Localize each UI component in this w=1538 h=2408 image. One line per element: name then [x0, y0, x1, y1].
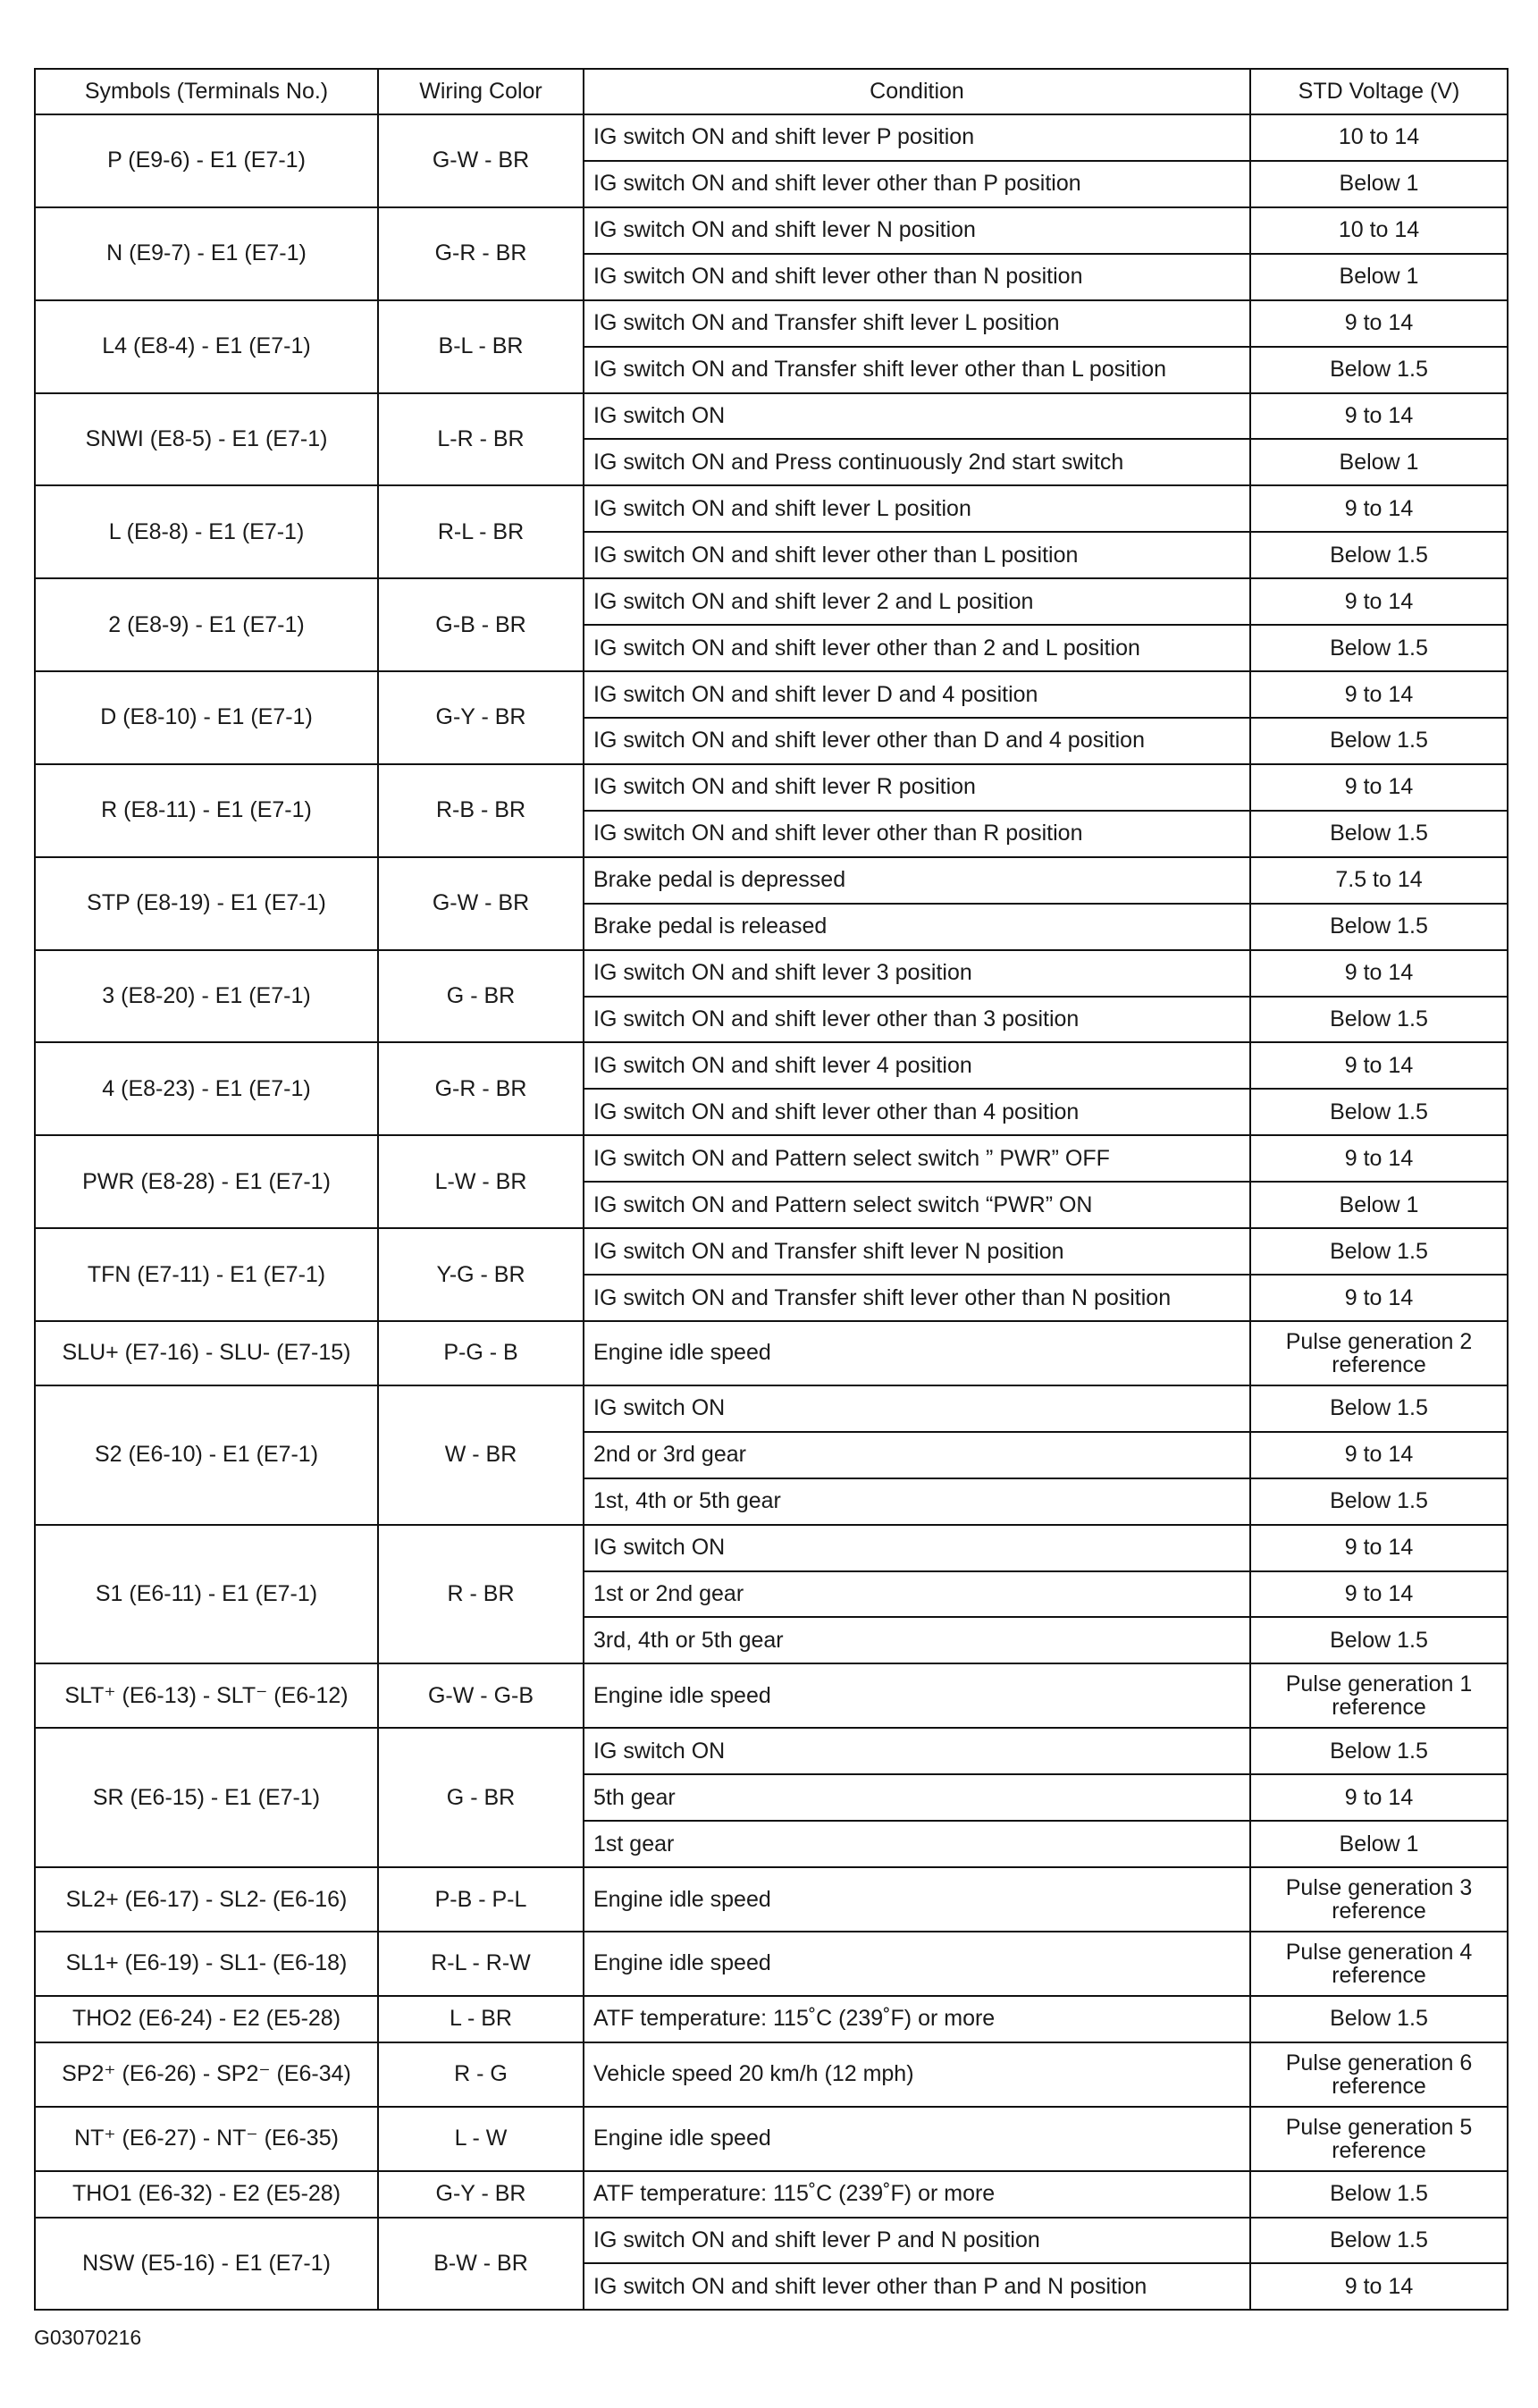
std-voltage: Below 1	[1250, 254, 1508, 300]
condition: Engine idle speed	[584, 1867, 1250, 1932]
condition: 1st gear	[584, 1821, 1250, 1867]
table-row	[35, 1996, 1508, 2042]
terminal-symbol: L (E8-8) - E1 (E7-1)	[35, 485, 378, 578]
condition: IG switch ON and shift lever 4 position	[584, 1042, 1250, 1089]
wiring-color: G-R - BR	[378, 207, 584, 300]
terminal-symbol: N (E9-7) - E1 (E7-1)	[35, 207, 378, 300]
std-voltage: 9 to 14	[1250, 2263, 1508, 2310]
table-row	[35, 1728, 1508, 1774]
std-voltage: 9 to 14	[1250, 671, 1508, 718]
table-row	[35, 764, 1508, 811]
std-voltage: Pulse generation 2 reference	[1250, 1321, 1508, 1385]
std-voltage: Pulse generation 6 reference	[1250, 2042, 1508, 2107]
condition: Brake pedal is released	[584, 904, 1250, 950]
terminal-symbol: THO2 (E6-24) - E2 (E5-28)	[35, 1996, 378, 2042]
condition: IG switch ON and shift lever other than R position	[584, 811, 1250, 857]
std-voltage: Pulse generation 5 reference	[1250, 2107, 1508, 2171]
condition: Engine idle speed	[584, 1663, 1250, 1728]
condition: IG switch ON and shift lever N position	[584, 207, 1250, 254]
terminal-symbol: SLU+ (E7-16) - SLU- (E7-15)	[35, 1321, 378, 1385]
table-row	[35, 1385, 1508, 1432]
std-voltage: Below 1	[1250, 439, 1508, 485]
terminal-voltage-table-container	[34, 68, 1507, 2311]
header-wiring-color: Wiring Color	[378, 69, 584, 114]
terminal-symbol: 3 (E8-20) - E1 (E7-1)	[35, 950, 378, 1043]
figure-id: G03070216	[34, 2326, 142, 2349]
table-row	[35, 485, 1508, 532]
std-voltage: Below 1	[1250, 1182, 1508, 1228]
wiring-color: G-W - BR	[378, 857, 584, 950]
table-row	[35, 1932, 1508, 1996]
std-voltage: 10 to 14	[1250, 207, 1508, 254]
wiring-color: P-G - B	[378, 1321, 584, 1385]
wiring-color: R-L - R-W	[378, 1932, 584, 1996]
wiring-color: Y-G - BR	[378, 1228, 584, 1321]
std-voltage: Below 1.5	[1250, 1478, 1508, 1525]
std-voltage: Below 1.5	[1250, 347, 1508, 393]
condition: IG switch ON	[584, 393, 1250, 440]
wiring-color: L-W - BR	[378, 1135, 584, 1228]
condition: IG switch ON and shift lever other than 2 and L position	[584, 625, 1250, 671]
condition: ATF temperature: 115˚C (239˚F) or more	[584, 2171, 1250, 2218]
table-row	[35, 2171, 1508, 2218]
condition: IG switch ON and shift lever P position	[584, 114, 1250, 161]
table-row	[35, 207, 1508, 254]
std-voltage: 9 to 14	[1250, 578, 1508, 625]
wiring-color: G-B - BR	[378, 578, 584, 671]
terminal-symbol: PWR (E8-28) - E1 (E7-1)	[35, 1135, 378, 1228]
std-voltage: Below 1.5	[1250, 1228, 1508, 1275]
std-voltage: Below 1.5	[1250, 1996, 1508, 2042]
condition: IG switch ON and shift lever 3 position	[584, 950, 1250, 997]
std-voltage: Pulse generation 3 reference	[1250, 1867, 1508, 1932]
terminal-symbol: D (E8-10) - E1 (E7-1)	[35, 671, 378, 764]
terminal-symbol: SNWI (E8-5) - E1 (E7-1)	[35, 393, 378, 486]
table-row	[35, 857, 1508, 904]
std-voltage: 9 to 14	[1250, 1571, 1508, 1618]
condition: ATF temperature: 115˚C (239˚F) or more	[584, 1996, 1250, 2042]
std-voltage: 9 to 14	[1250, 1774, 1508, 1821]
table-header	[35, 69, 1508, 114]
condition: IG switch ON and shift lever other than 4 position	[584, 1089, 1250, 1135]
condition: Engine idle speed	[584, 1932, 1250, 1996]
std-voltage: Below 1	[1250, 1821, 1508, 1867]
std-voltage: 9 to 14	[1250, 393, 1508, 440]
condition: IG switch ON and shift lever other than N position	[584, 254, 1250, 300]
header-std-voltage: STD Voltage (V)	[1250, 69, 1508, 114]
std-voltage: 9 to 14	[1250, 1525, 1508, 1571]
std-voltage: 9 to 14	[1250, 764, 1508, 811]
terminal-symbol: STP (E8-19) - E1 (E7-1)	[35, 857, 378, 950]
header-condition: Condition	[584, 69, 1250, 114]
header-row	[35, 69, 1508, 114]
condition: IG switch ON and shift lever L position	[584, 485, 1250, 532]
condition: IG switch ON and shift lever 2 and L position	[584, 578, 1250, 625]
condition: IG switch ON	[584, 1525, 1250, 1571]
table-row	[35, 1663, 1508, 1728]
wiring-color: L - BR	[378, 1996, 584, 2042]
table-row	[35, 300, 1508, 347]
terminal-voltage-table	[34, 68, 1509, 2311]
terminal-symbol: R (E8-11) - E1 (E7-1)	[35, 764, 378, 857]
std-voltage: Pulse generation 1 reference	[1250, 1663, 1508, 1728]
std-voltage: 10 to 14	[1250, 114, 1508, 161]
header-symbols: Symbols (Terminals No.)	[35, 69, 378, 114]
std-voltage: 9 to 14	[1250, 1135, 1508, 1182]
wiring-color: G - BR	[378, 950, 584, 1043]
std-voltage: 9 to 14	[1250, 1275, 1508, 1321]
table-row	[35, 578, 1508, 625]
table-row	[35, 1321, 1508, 1385]
condition: IG switch ON and shift lever P and N position	[584, 2218, 1250, 2264]
terminal-symbol: 4 (E8-23) - E1 (E7-1)	[35, 1042, 378, 1135]
terminal-symbol: SLT⁺ (E6-13) - SLT⁻ (E6-12)	[35, 1663, 378, 1728]
std-voltage: Below 1.5	[1250, 2171, 1508, 2218]
table-row	[35, 671, 1508, 718]
table-row	[35, 114, 1508, 161]
std-voltage: Below 1.5	[1250, 718, 1508, 764]
terminal-symbol: L4 (E8-4) - E1 (E7-1)	[35, 300, 378, 393]
terminal-symbol: 2 (E8-9) - E1 (E7-1)	[35, 578, 378, 671]
std-voltage: Below 1.5	[1250, 1728, 1508, 1774]
condition: IG switch ON and Transfer shift lever L position	[584, 300, 1250, 347]
std-voltage: 9 to 14	[1250, 485, 1508, 532]
table-row	[35, 2218, 1508, 2264]
wiring-color: W - BR	[378, 1385, 584, 1525]
std-voltage: Below 1.5	[1250, 1385, 1508, 1432]
terminal-symbol: S2 (E6-10) - E1 (E7-1)	[35, 1385, 378, 1525]
condition: Engine idle speed	[584, 1321, 1250, 1385]
wiring-color: B-W - BR	[378, 2218, 584, 2311]
terminal-symbol: SL1+ (E6-19) - SL1- (E6-18)	[35, 1932, 378, 1996]
wiring-color: G - BR	[378, 1728, 584, 1867]
wiring-color: G-W - BR	[378, 114, 584, 207]
condition: IG switch ON and shift lever other than P position	[584, 161, 1250, 207]
condition: Engine idle speed	[584, 2107, 1250, 2171]
condition: IG switch ON and shift lever other than L position	[584, 532, 1250, 578]
terminal-symbol: SR (E6-15) - E1 (E7-1)	[35, 1728, 378, 1867]
std-voltage: Below 1.5	[1250, 625, 1508, 671]
terminal-symbol: SL2+ (E6-17) - SL2- (E6-16)	[35, 1867, 378, 1932]
wiring-color: L - W	[378, 2107, 584, 2171]
table-row	[35, 2107, 1508, 2171]
condition: IG switch ON and shift lever other than 3 position	[584, 997, 1250, 1043]
terminal-symbol: TFN (E7-11) - E1 (E7-1)	[35, 1228, 378, 1321]
wiring-color: B-L - BR	[378, 300, 584, 393]
wiring-color: R - BR	[378, 1525, 584, 1664]
wiring-color: G-R - BR	[378, 1042, 584, 1135]
std-voltage: Below 1	[1250, 161, 1508, 207]
condition: IG switch ON and shift lever other than D and 4 position	[584, 718, 1250, 764]
terminal-symbol: THO1 (E6-32) - E2 (E5-28)	[35, 2171, 378, 2218]
condition: 5th gear	[584, 1774, 1250, 1821]
wiring-color: R - G	[378, 2042, 584, 2107]
condition: 1st, 4th or 5th gear	[584, 1478, 1250, 1525]
table-body	[35, 114, 1508, 2310]
terminal-symbol: SP2⁺ (E6-26) - SP2⁻ (E6-34)	[35, 2042, 378, 2107]
std-voltage: Below 1.5	[1250, 904, 1508, 950]
condition: IG switch ON	[584, 1385, 1250, 1432]
table-row	[35, 1135, 1508, 1182]
std-voltage: Below 1.5	[1250, 997, 1508, 1043]
wiring-color: G-Y - BR	[378, 671, 584, 764]
std-voltage: Below 1.5	[1250, 1089, 1508, 1135]
table-row	[35, 1228, 1508, 1275]
std-voltage: Below 1.5	[1250, 2218, 1508, 2264]
condition: IG switch ON and Transfer shift lever other than N position	[584, 1275, 1250, 1321]
table-row	[35, 1867, 1508, 1932]
table-row	[35, 950, 1508, 997]
std-voltage: Below 1.5	[1250, 532, 1508, 578]
terminal-symbol: NSW (E5-16) - E1 (E7-1)	[35, 2218, 378, 2311]
std-voltage: 7.5 to 14	[1250, 857, 1508, 904]
wiring-color: R-L - BR	[378, 485, 584, 578]
table-row	[35, 1525, 1508, 1571]
table-row	[35, 1042, 1508, 1089]
condition: IG switch ON and shift lever other than P and N position	[584, 2263, 1250, 2310]
wiring-color: L-R - BR	[378, 393, 584, 486]
condition: 1st or 2nd gear	[584, 1571, 1250, 1618]
condition: Brake pedal is depressed	[584, 857, 1250, 904]
condition: IG switch ON and Transfer shift lever other than L position	[584, 347, 1250, 393]
terminal-symbol: P (E9-6) - E1 (E7-1)	[35, 114, 378, 207]
wiring-color: P-B - P-L	[378, 1867, 584, 1932]
condition: IG switch ON	[584, 1728, 1250, 1774]
condition: 3rd, 4th or 5th gear	[584, 1617, 1250, 1663]
wiring-color: G-Y - BR	[378, 2171, 584, 2218]
wiring-color: R-B - BR	[378, 764, 584, 857]
std-voltage: 9 to 14	[1250, 1042, 1508, 1089]
std-voltage: Below 1.5	[1250, 811, 1508, 857]
table-row	[35, 2042, 1508, 2107]
condition: Vehicle speed 20 km/h (12 mph)	[584, 2042, 1250, 2107]
terminal-symbol: NT⁺ (E6-27) - NT⁻ (E6-35)	[35, 2107, 378, 2171]
std-voltage: 9 to 14	[1250, 300, 1508, 347]
condition: IG switch ON and Pattern select switch “PWR” ON	[584, 1182, 1250, 1228]
std-voltage: Pulse generation 4 reference	[1250, 1932, 1508, 1996]
table-row	[35, 393, 1508, 440]
std-voltage: 9 to 14	[1250, 950, 1508, 997]
terminal-symbol: S1 (E6-11) - E1 (E7-1)	[35, 1525, 378, 1664]
std-voltage: Below 1.5	[1250, 1617, 1508, 1663]
condition: IG switch ON and shift lever D and 4 position	[584, 671, 1250, 718]
condition: IG switch ON and shift lever R position	[584, 764, 1250, 811]
condition: IG switch ON and Transfer shift lever N position	[584, 1228, 1250, 1275]
condition: 2nd or 3rd gear	[584, 1432, 1250, 1478]
condition: IG switch ON and Press continuously 2nd start switch	[584, 439, 1250, 485]
condition: IG switch ON and Pattern select switch ” PWR” OFF	[584, 1135, 1250, 1182]
wiring-color: G-W - G-B	[378, 1663, 584, 1728]
std-voltage: 9 to 14	[1250, 1432, 1508, 1478]
